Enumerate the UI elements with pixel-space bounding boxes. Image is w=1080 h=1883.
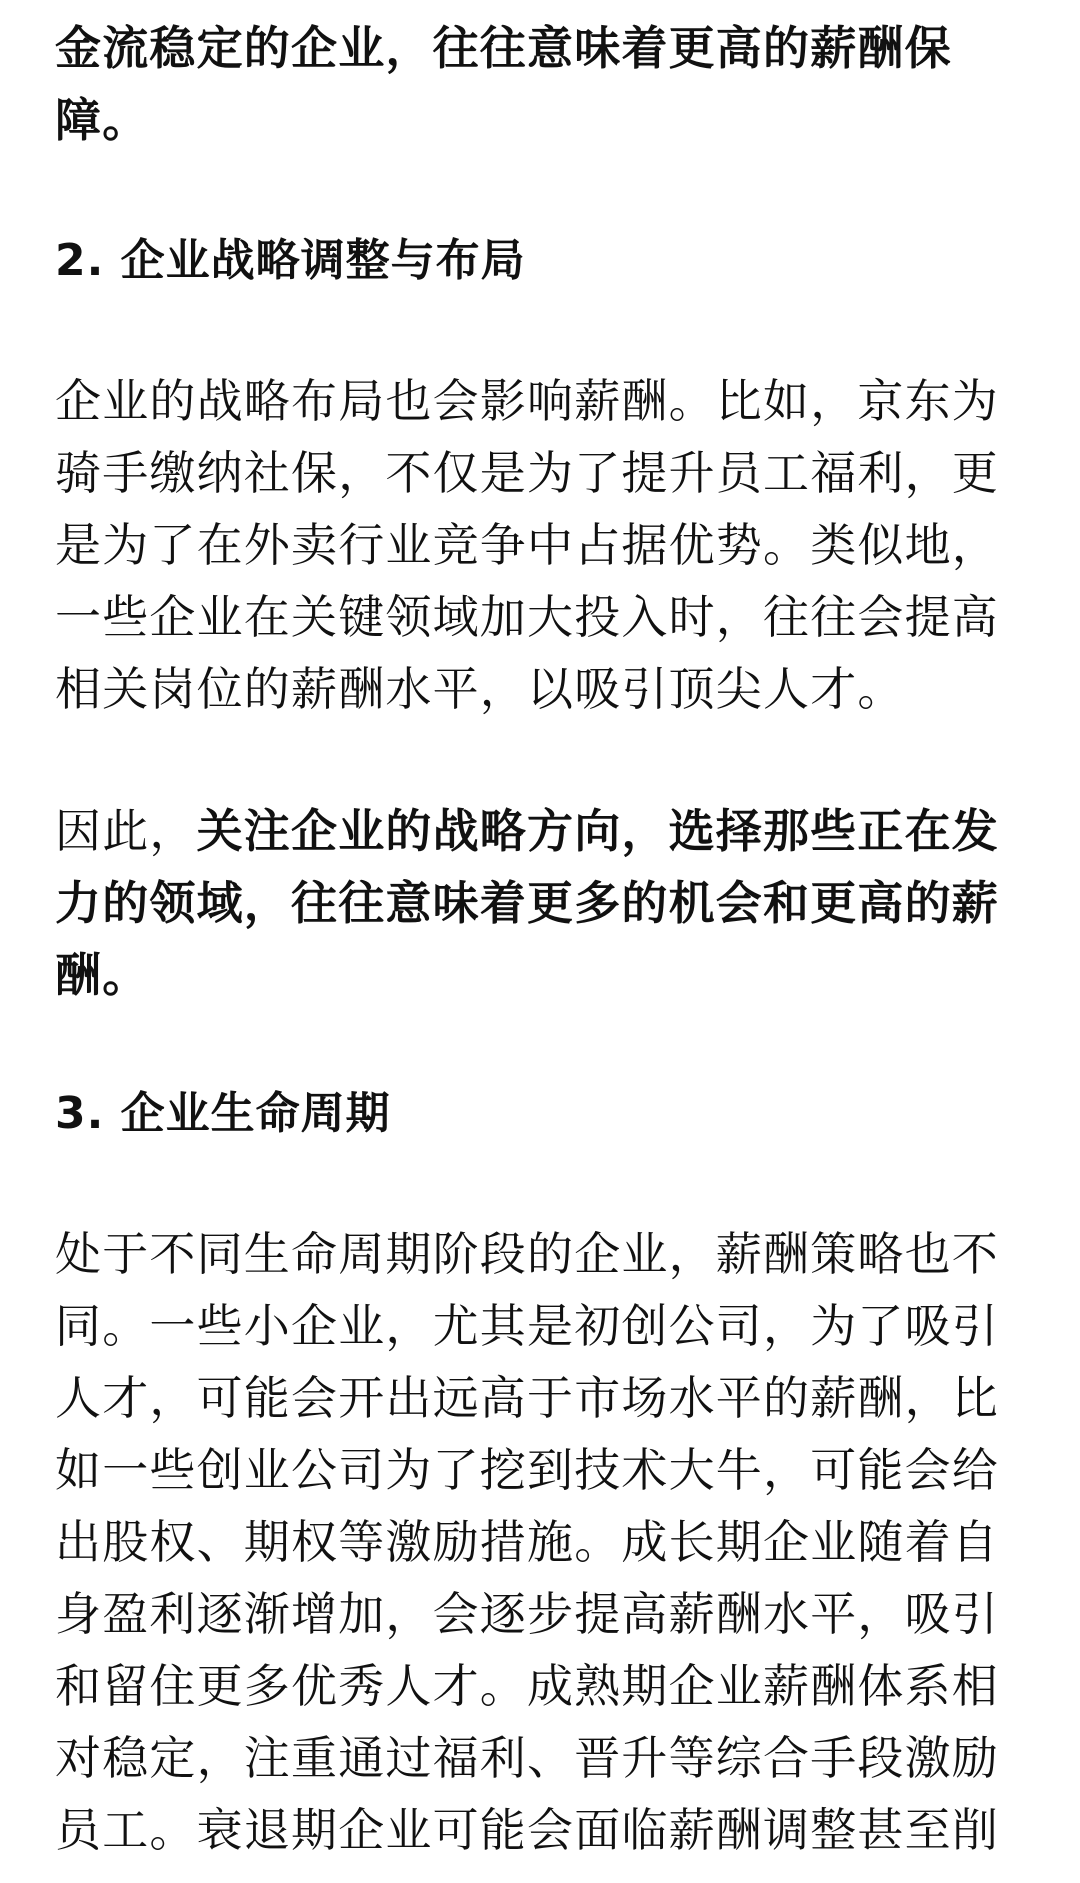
emphasis-text: 关注企业的战略方向，选择那些正在发 <box>196 804 1000 858</box>
paragraph-line: 同。一些小企业，尤其是初创公司，为了吸引 <box>55 1299 999 1353</box>
emphasis-line: 力的领域，往往意味着更多的机会和更高的薪 <box>55 876 999 930</box>
paragraph-line <box>55 795 999 867</box>
section2-paragraph-1 <box>55 365 999 725</box>
paragraph-line: 员工。衰退期企业可能会面临薪酬调整甚至削 <box>55 1803 999 1857</box>
section3-paragraph <box>55 1218 999 1866</box>
paragraph-line: 相关岗位的薪酬水平，以吸引顶尖人才。 <box>55 662 905 716</box>
paragraph-line: 身盈利逐渐增加，会逐步提高薪酬水平，吸引 <box>55 1587 999 1641</box>
paragraph-line: 人才，可能会开出远高于市场水平的薪酬，比 <box>55 1371 999 1425</box>
paragraph-line: 和留住更多优秀人才。成熟期企业薪酬体系相 <box>55 1659 999 1713</box>
section-heading-3: 3. 企业生命周期 <box>55 1088 391 1139</box>
intro-line: 金流稳定的企业，往往意味着更高的薪酬保 <box>55 21 952 75</box>
section-heading-2: 2. 企业战略调整与布局 <box>55 235 526 286</box>
paragraph-line: 是为了在外卖行业竞争中占据优势。类似地， <box>55 518 999 572</box>
intro-paragraph <box>55 12 952 156</box>
paragraph-prefix: 因此， <box>55 804 197 858</box>
paragraph-line: 一些企业在关键领域加大投入时，往往会提高 <box>55 590 999 644</box>
intro-line: 障。 <box>55 93 150 147</box>
paragraph-line: 对稳定，注重通过福利、晋升等综合手段激励 <box>55 1731 999 1785</box>
paragraph-line: 骑手缴纳社保，不仅是为了提升员工福利，更 <box>55 446 999 500</box>
bottom-cut-edge <box>0 1858 1080 1883</box>
emphasis-line: 酬。 <box>55 948 150 1002</box>
paragraph-line: 企业的战略布局也会影响薪酬。比如，京东为 <box>55 374 999 428</box>
paragraph-line: 出股权、期权等激励措施。成长期企业随着自 <box>55 1515 999 1569</box>
paragraph-line: 如一些创业公司为了挖到技术大牛，可能会给 <box>55 1443 999 1497</box>
paragraph-line: 处于不同生命周期阶段的企业，薪酬策略也不 <box>55 1227 999 1281</box>
section2-paragraph-2 <box>55 795 999 1011</box>
